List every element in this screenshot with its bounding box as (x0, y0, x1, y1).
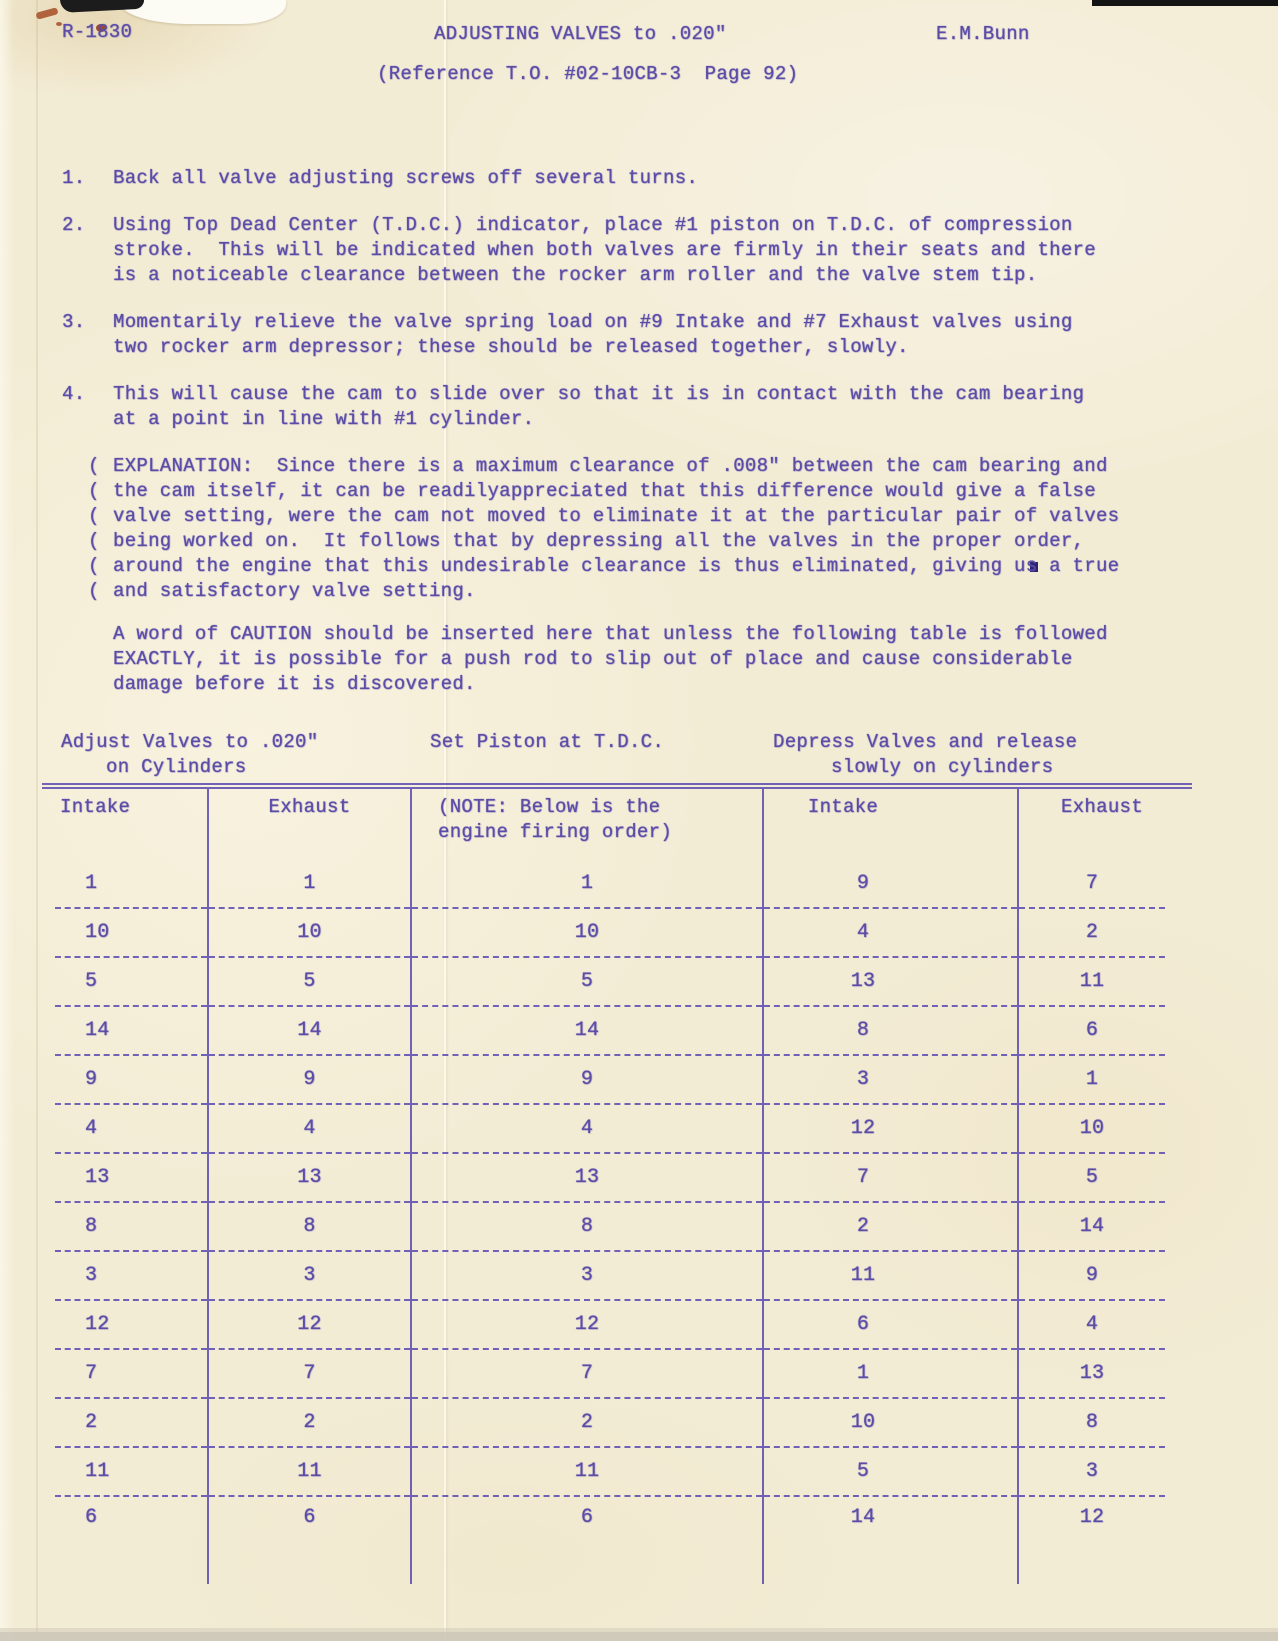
text-line: and satisfactory valve setting. (113, 580, 476, 602)
table-cell: 14 (411, 1006, 763, 1055)
caution-note (113, 622, 1278, 697)
table-cell: 6 (208, 1496, 411, 1584)
table-cell: 8 (1018, 1398, 1165, 1447)
step-item (62, 310, 1278, 360)
text-line: being worked on. It follows that by depressing all the valves in the proper order, (113, 530, 1085, 552)
table-cell: 10 (411, 908, 763, 957)
table-cell: 6 (55, 1496, 208, 1584)
step-item (62, 213, 1278, 288)
paren-mark: ( (88, 580, 100, 602)
paren-mark: ( (88, 455, 100, 477)
table-cell: 5 (55, 957, 208, 1006)
text-line: Using Top Dead Center (T.D.C.) indicator, place #1 piston on T.D.C. of compression (113, 214, 1073, 236)
group-header-line: Adjust Valves to .020" (61, 731, 319, 753)
table-cell: 6 (763, 1300, 1018, 1349)
table-cell: 10 (1018, 1104, 1165, 1153)
table-cell: 14 (55, 1006, 208, 1055)
table-cell: 12 (763, 1104, 1018, 1153)
table-cell: 3 (1018, 1447, 1165, 1496)
table-header-row (55, 789, 1165, 859)
table-cell: 13 (208, 1153, 411, 1202)
table-cell: 14 (1018, 1202, 1165, 1251)
text-line: valve setting, were the cam not moved to eliminate it at the particular pair of valves (113, 505, 1120, 527)
document-body (0, 166, 1278, 1584)
paren-mark: ( (88, 530, 100, 552)
table-cell: 12 (1018, 1496, 1165, 1584)
text-line: at a point in line with #1 cylinder. (113, 408, 535, 430)
col-header-firing-order (411, 789, 763, 859)
text-line: stroke. This will be indicated when both valves are firmly in their seats and there (113, 239, 1096, 261)
table-cell: 9 (208, 1055, 411, 1104)
doc-number: R-1830 (62, 21, 133, 43)
table-cell: 10 (208, 908, 411, 957)
table-cell: 7 (208, 1349, 411, 1398)
table-cell: 5 (1018, 1153, 1165, 1202)
table-row (55, 1349, 1165, 1398)
step-number: 3. (62, 311, 86, 333)
text-line: around the engine that this undesirable clearance is thus eliminated, giving us a true (113, 555, 1120, 577)
table-cell: 14 (763, 1496, 1018, 1584)
steps-list (62, 166, 1278, 432)
text-line: is a noticeable clearance between the rocker arm roller and the valve stem tip. (113, 264, 1038, 286)
explanation-line (88, 554, 1278, 579)
table-row (55, 1153, 1165, 1202)
valve-table-section (55, 730, 1215, 1584)
step-text (113, 310, 1073, 360)
caution-line: damage before it is discovered. (113, 673, 476, 695)
table-row (55, 1496, 1165, 1584)
table-cell: 13 (763, 957, 1018, 1006)
table-cell: 4 (208, 1104, 411, 1153)
table-cell: 3 (55, 1251, 208, 1300)
table-cell: 1 (411, 859, 763, 908)
paren-mark: ( (88, 480, 100, 502)
table-cell: 11 (1018, 957, 1165, 1006)
table-row (55, 1055, 1165, 1104)
table-cell: 7 (411, 1349, 763, 1398)
paren-mark: ( (88, 505, 100, 527)
table-cell: 9 (1018, 1251, 1165, 1300)
table-cell: 1 (1018, 1055, 1165, 1104)
table-row (55, 1104, 1165, 1153)
top-edge-dark-line (1092, 0, 1278, 6)
group-header-line: Depress Valves and release (773, 731, 1078, 753)
table-cell: 10 (55, 908, 208, 957)
table-cell: 11 (763, 1251, 1018, 1300)
table-cell: 4 (411, 1104, 763, 1153)
group-header-line: Set Piston at T.D.C. (430, 731, 665, 753)
table-cell: 11 (55, 1447, 208, 1496)
step-item (62, 382, 1278, 432)
step-number: 4. (62, 383, 86, 405)
text-line: EXPLANATION: Since there is a maximum clearance of .008" between the cam bearing and (113, 455, 1108, 477)
table-cell: 5 (208, 957, 411, 1006)
table-cell: 12 (208, 1300, 411, 1349)
table-row (55, 1447, 1165, 1496)
step-number: 2. (62, 214, 86, 236)
table-cell: 5 (411, 957, 763, 1006)
group-header-line: on Cylinders (106, 756, 247, 778)
table-cell: 1 (763, 1349, 1018, 1398)
doc-author: E.M.Bunn (936, 23, 1030, 45)
table-cell: 11 (208, 1447, 411, 1496)
table-row (55, 1202, 1165, 1251)
group-header-depress (773, 730, 1077, 780)
text-line: the cam itself, it can be readilyappreciated that this difference would give a false (113, 480, 1096, 502)
table-cell: 13 (1018, 1349, 1165, 1398)
table-cell: 12 (55, 1300, 208, 1349)
paren-mark: ( (88, 555, 100, 577)
explanation-line (88, 504, 1278, 529)
explanation-line (88, 529, 1278, 554)
valve-table (55, 789, 1165, 1584)
table-row (55, 859, 1165, 908)
table-cell: 4 (1018, 1300, 1165, 1349)
page-title: ADJUSTING VALVES to .020" (434, 23, 727, 45)
table-row (55, 1251, 1165, 1300)
note-line: engine firing order) (438, 821, 673, 843)
explanation-line (88, 579, 1278, 604)
text-line: two rocker arm depressor; these should be released together, slowly. (113, 336, 909, 358)
text-line: This will cause the cam to slide over so that it is in contact with the cam bearing (113, 383, 1085, 405)
table-row (55, 1300, 1165, 1349)
text-line: Momentarily relieve the valve spring load on #9 Intake and #7 Exhaust valves using (113, 311, 1073, 333)
group-header-line: slowly on cylinders (831, 756, 1054, 778)
explanation-line (88, 454, 1278, 479)
step-text (113, 382, 1084, 432)
table-row (55, 1006, 1165, 1055)
table-row (55, 1398, 1165, 1447)
table-cell: 14 (208, 1006, 411, 1055)
paper-bottom-edge (0, 1632, 1278, 1641)
table-cell: 2 (55, 1398, 208, 1447)
note-line: (NOTE: Below is the (438, 796, 661, 818)
explanation-block (88, 454, 1278, 604)
table-cell: 8 (411, 1202, 763, 1251)
text-line: Back all valve adjusting screws off several turns. (113, 167, 699, 189)
table-cell: 2 (411, 1398, 763, 1447)
table-cell: 4 (55, 1104, 208, 1153)
table-cell: 1 (208, 859, 411, 908)
step-number: 1. (62, 167, 86, 189)
col-header-intake-right: Intake (763, 789, 1018, 859)
table-row (55, 957, 1165, 1006)
step-text (113, 166, 698, 191)
step-item (62, 166, 1278, 191)
table-cell: 6 (1018, 1006, 1165, 1055)
table-cell: 8 (763, 1006, 1018, 1055)
table-cell: 4 (763, 908, 1018, 957)
doc-reference: (Reference T.O. #02-10CB-3 Page 92) (377, 63, 799, 85)
table-cell: 3 (411, 1251, 763, 1300)
table-cell: 2 (763, 1202, 1018, 1251)
table-cell: 7 (55, 1349, 208, 1398)
table-cell: 10 (763, 1398, 1018, 1447)
step-text (113, 213, 1096, 288)
table-cell: 9 (55, 1055, 208, 1104)
table-cell: 12 (411, 1300, 763, 1349)
table-cell: 8 (55, 1202, 208, 1251)
rust-speck (35, 7, 58, 19)
caution-line: EXACTLY, it is possible for a push rod to slip out of place and cause considerable (113, 648, 1073, 670)
table-cell: 3 (208, 1251, 411, 1300)
col-header-exhaust-left: Exhaust (208, 789, 411, 859)
table-cell: 7 (763, 1153, 1018, 1202)
group-header-set-piston (430, 730, 664, 755)
table-cell: 5 (763, 1447, 1018, 1496)
table-cell: 13 (55, 1153, 208, 1202)
table-cell: 1 (85, 871, 98, 895)
col-header-exhaust-right: Exhaust (1018, 789, 1165, 859)
group-header-adjust (61, 730, 318, 780)
table-cell: 3 (763, 1055, 1018, 1104)
caution-line: A word of CAUTION should be inserted here that unless the following table is followed (113, 623, 1108, 645)
table-cell: 9 (763, 859, 1018, 908)
table-cell: 13 (411, 1153, 763, 1202)
table-cell: 7 (1018, 859, 1165, 908)
table-group-headers (55, 730, 1215, 780)
table-cell: 2 (1018, 908, 1165, 957)
table-row (55, 908, 1165, 957)
table-cell: 8 (208, 1202, 411, 1251)
table-cell: 9 (411, 1055, 763, 1104)
col-header-intake-left: Intake (60, 796, 131, 818)
table-cell: 11 (411, 1447, 763, 1496)
explanation-line (88, 479, 1278, 504)
table-cell: 6 (411, 1496, 763, 1584)
table-cell: 2 (208, 1398, 411, 1447)
